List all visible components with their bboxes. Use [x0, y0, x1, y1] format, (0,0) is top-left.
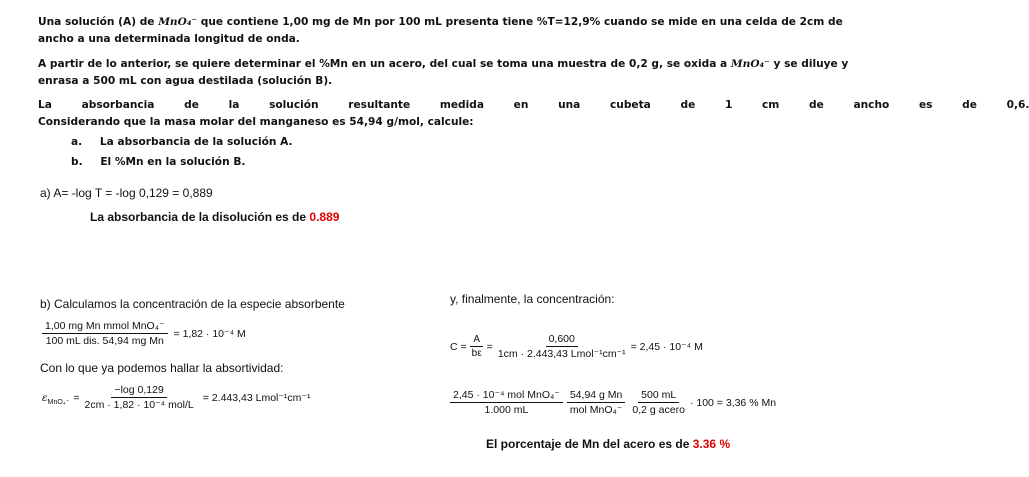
epsilon-subscript: MnO₄⁻	[47, 398, 70, 406]
problem-text: Considerando que la masa molar del manganeso es 54,94 g/mol, calcule:	[38, 116, 474, 128]
concentration-symbol: C =	[450, 340, 467, 353]
concentration-numerator: 1,00 mg Mn mmol MnO₄⁻	[42, 320, 168, 334]
final-concentration-numerator: 0,600	[546, 333, 578, 347]
absortivity-calculation: ε MnO₄⁻ = $\frac{-\log 0,129}{\text{2cm · 1,82 · 10⁻⁴ mol/L}}$ = 2.443,43 Lmol⁻¹cm⁻¹	[42, 384, 311, 411]
absorbance-equation: a) A= -log T = -log 0,129 = 0,889	[40, 186, 213, 200]
problem-paragraph-1	[38, 14, 843, 30]
question-item-b	[71, 154, 245, 170]
question-item-a	[71, 134, 293, 150]
formula-denominator: bε	[471, 348, 482, 359]
formula-numerator: A	[470, 334, 483, 347]
concentration-result: = 1,82 · 10⁻⁴ M	[173, 327, 246, 340]
percentage-calculation	[450, 389, 776, 416]
absortivity-result: = 2.443,43 Lmol⁻¹cm⁻¹	[202, 391, 311, 404]
absortivity-intro: Con lo que ya podemos hallar la absortividad:	[40, 361, 284, 375]
epsilon-symbol: ε	[42, 391, 48, 404]
problem-text: La absorbancia de la solución resultante medida en una cubeta de 1 cm de ancho es de 0,6.	[38, 99, 1029, 111]
concentration-intro: b) Calculamos la concentración de la especie absorbente	[40, 297, 345, 311]
problem-paragraph-2	[38, 56, 848, 72]
problem-text: ancho a una determinada longitud de onda.	[38, 33, 300, 45]
absortivity-denominator: 2cm · 1,82 · 10⁻⁴ mol/L	[84, 399, 194, 411]
list-marker: b.	[71, 156, 83, 168]
list-marker: a.	[71, 136, 83, 148]
result-label: La absorbancia de la disolución es de	[90, 210, 307, 224]
result-value: 0.889	[309, 210, 340, 224]
concentration-calculation	[42, 320, 246, 347]
percentage-factor-2-numerator: 54,94 g Mn	[567, 389, 626, 403]
final-concentration-intro: y, finalmente, la concentración:	[450, 292, 615, 306]
percentage-factor-2-denominator: mol MnO₄⁻	[569, 404, 623, 416]
percentage-factor-3-numerator: 500 mL	[638, 389, 679, 403]
percentage-factor-1-denominator: 1.000 mL	[484, 404, 529, 416]
percentage-result: · 100 = 3,36 % Mn	[689, 396, 777, 409]
problem-text: A partir de lo anterior, se quiere determinar el %Mn en un acero, del cual se toma una muestra de 0,2 g, se oxida a	[38, 58, 728, 70]
problem-text: que contiene 1,00 mg de Mn por 100 mL presenta tiene %T=12,9% cuando se mide en una celda de 2cm de	[200, 16, 843, 28]
final-concentration-result: = 2,45 · 10⁻⁴ M	[630, 340, 703, 353]
percentage-factor-1-numerator: 2,45 · 10⁻⁴ mol MnO₄⁻	[450, 389, 563, 403]
final-concentration-calculation: C = $\frac{A}{b\varepsilon}$ = $\frac{0,600}{\text{1cm · 2.443,43 Lmol⁻¹cm⁻¹}}$ = 2,45 · 10⁻⁴ M	[450, 333, 703, 360]
chemical-formula: MnO₄⁻	[158, 16, 198, 28]
result-label: El porcentaje de Mn del acero es de	[486, 437, 690, 451]
problem-text: enrasa a 500 mL con agua destilada (solución B).	[38, 75, 333, 87]
question-text: El %Mn en la solución B.	[100, 156, 246, 168]
problem-text: Una solución (A) de	[38, 16, 155, 28]
question-text: La absorbancia de la solución A.	[99, 136, 293, 148]
percentage-final-result	[486, 437, 730, 451]
concentration-denominator: 100 mL dis. 54,94 mg Mn	[45, 335, 164, 347]
absorbance-result	[90, 210, 339, 224]
chemical-formula: MnO₄⁻	[730, 58, 770, 70]
final-concentration-denominator: 1cm · 2.443,43 Lmol⁻¹cm⁻¹	[497, 348, 626, 360]
result-value: 3.36 %	[692, 437, 731, 451]
absortivity-numerator: −log 0,129	[111, 384, 166, 398]
percentage-factor-3-denominator: 0,2 g acero	[632, 404, 685, 416]
problem-text: y se diluye y	[773, 58, 849, 70]
